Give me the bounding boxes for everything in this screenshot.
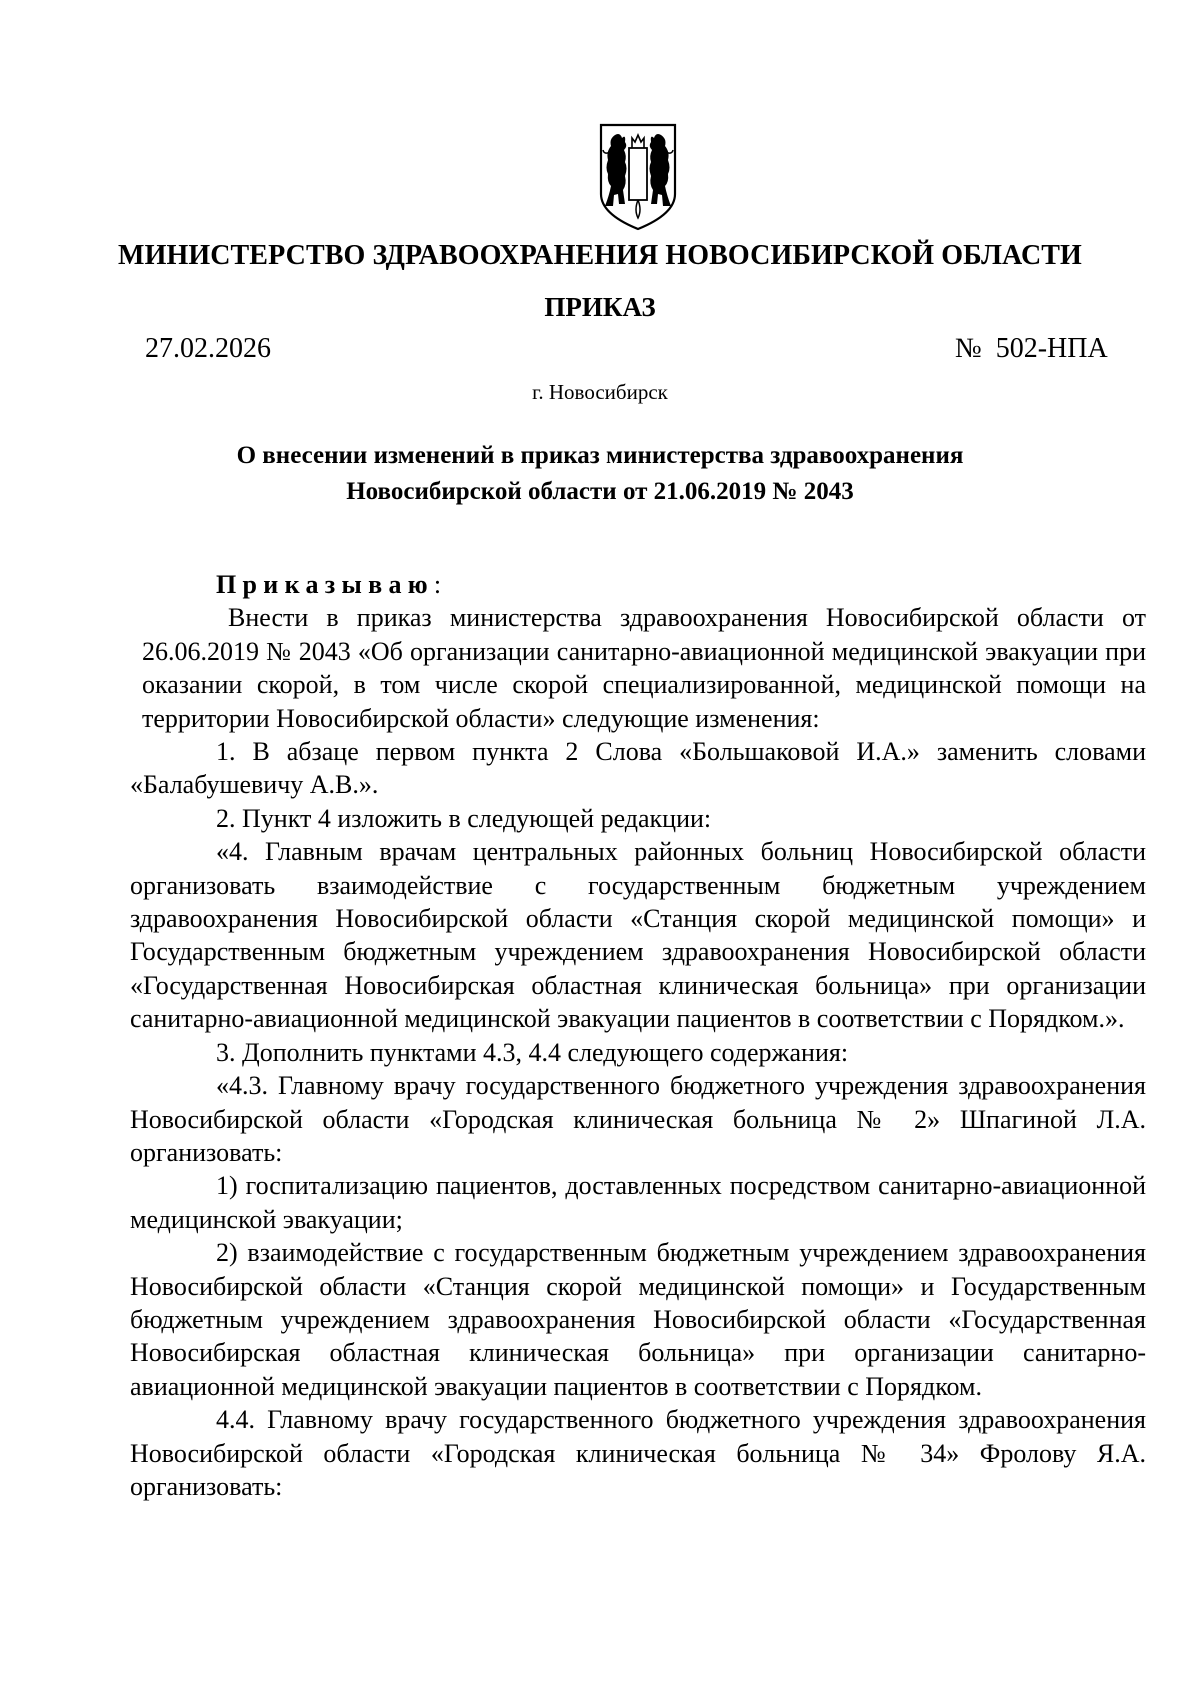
title-line-1: О внесении изменений в приказ министерства здравоохранения <box>236 442 964 469</box>
document-date: 27.02.2026 <box>145 333 271 364</box>
document-city: г. Новосибирск <box>532 380 668 404</box>
item-3: 3. Дополнить пунктами 4.3, 4.4 следующего содержания: <box>216 1037 849 1067</box>
item-3-point-4-4: 4.4. Главному врачу государственного бюджетного учреждения здравоохранения Новосибирской области «Городская клиническая больница № 34» Фролову Я.А. организовать: <box>130 1405 1146 1501</box>
ministry-name: МИНИСТЕРСТВО ЗДРАВООХРАНЕНИЯ НОВОСИБИРСКОЙ ОБЛАСТИ <box>118 240 1082 271</box>
order-line <box>130 568 1146 601</box>
item-2-quote: «4. Главным врачам центральных районных больниц Новосибирской области организовать взаимодействие с государственным бюджетным учреждением здравоохранения Новосибирской области «Станция скорой медицинской помощи» и Государственным бюджетным учреждением здравоохранения Новосибирской области «Государственная Новосибирская областная клиническая больница» при организации санитарно-авиационной медицинской эвакуации пациентов в соответствии с Порядком.». <box>130 837 1146 1034</box>
document-type: ПРИКАЗ <box>544 292 656 322</box>
document-number: № 502-НПА <box>955 333 1108 364</box>
coat-of-arms-icon <box>598 122 678 232</box>
intro-paragraph: Внести в приказ министерства здравоохранения Новосибирской области от 26.06.2019 № 2043 «Об организации санитарно-авиационной медицинской эвакуации при оказании скорой, в том числе скорой специализированной, медицинской помощи на территории Новосибирской области» следующие изменения: <box>142 603 1146 733</box>
item-1: 1. В абзаце первом пункта 2 Слова «Большаковой И.А.» заменить словами «Балабушевичу А.В.». <box>130 737 1146 800</box>
item-3-point-4-3: «4.3. Главному врачу государственного бюджетного учреждения здравоохранения Новосибирской области «Городская клиническая больница № 2» Шпагиной Л.А. организовать: <box>130 1071 1146 1167</box>
item-3-point-4-3-sub-1: 1) госпитализацию пациентов, доставленных посредством санитарно-авиационной медицинской эвакуации; <box>130 1171 1146 1234</box>
order-word: Приказываю <box>216 570 434 599</box>
document-body <box>130 568 1146 1503</box>
item-3-point-4-3-sub-2: 2) взаимодействие с государственным бюджетным учреждением здравоохранения Новосибирской области «Станция скорой медицинской помощи» и Государственным бюджетным учреждением здравоохранения Новосибирской области «Государственная Новосибирская областная клиническая больница» при организации санитарно-авиационной медицинской эвакуации пациентов в соответствии с Порядком. <box>130 1238 1146 1401</box>
intro-block <box>130 601 1146 735</box>
order-colon: : <box>433 570 442 599</box>
document-title <box>0 438 1200 510</box>
title-line-2: Новосибирской области от 21.06.2019 № 2043 <box>346 478 854 505</box>
item-2: 2. Пункт 4 изложить в следующей редакции: <box>216 803 712 833</box>
